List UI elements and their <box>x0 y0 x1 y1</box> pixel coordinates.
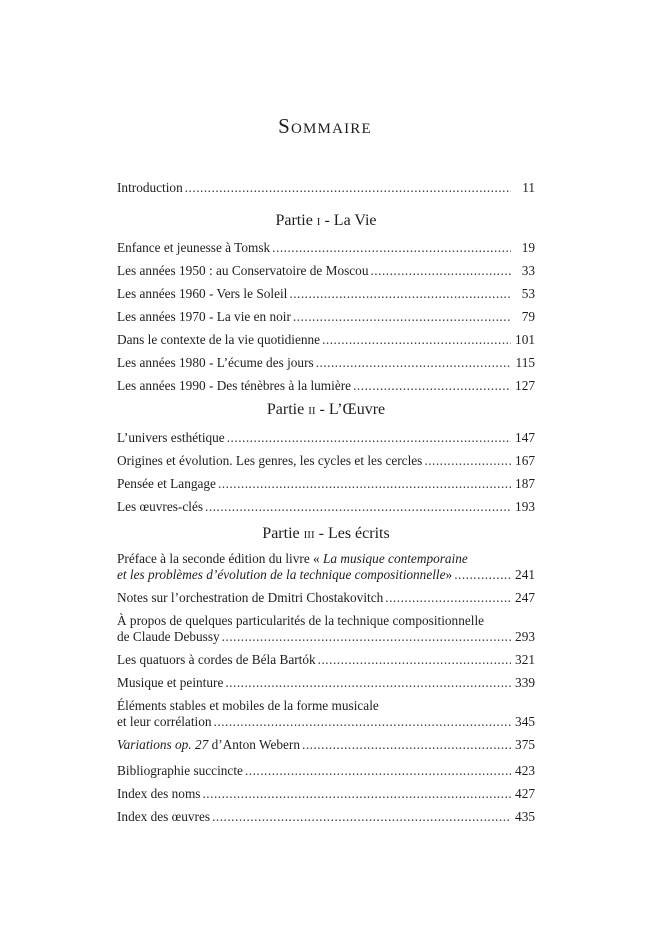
dot-leader <box>185 180 511 196</box>
entry-label-italic: Variations op. 27 <box>117 737 209 752</box>
dot-leader <box>205 499 511 515</box>
entry-label: Notes sur l’orchestration de Dmitri Chostakovitch <box>117 590 384 605</box>
entry-label: Introduction <box>117 180 183 195</box>
entry-page: 147 <box>515 430 535 445</box>
toc-entry <box>117 263 535 279</box>
dot-leader <box>212 809 511 825</box>
part-title: - La Vie <box>324 212 377 229</box>
entry-label: Musique et peinture <box>117 675 224 690</box>
toc-entry <box>117 809 535 825</box>
toc-entry <box>117 590 535 606</box>
entry-page: 33 <box>521 263 535 278</box>
entry-page: 247 <box>515 590 535 605</box>
entry-label: Pensée et Langage <box>117 476 216 491</box>
entry-label: Index des noms <box>117 786 201 801</box>
toc-entry <box>117 476 535 492</box>
dot-leader <box>370 263 511 279</box>
dot-leader <box>227 430 511 446</box>
toc-entry <box>117 629 535 645</box>
entry-page: 115 <box>515 355 535 370</box>
entry-page: 11 <box>522 180 535 195</box>
dot-leader <box>214 714 511 730</box>
toc-entry-multiline <box>117 698 535 730</box>
toc-intro <box>117 180 535 196</box>
entry-page: 79 <box>521 309 535 324</box>
entry-page: 293 <box>515 629 535 644</box>
entry-page: 167 <box>515 453 535 468</box>
toc-part-1 <box>117 240 535 394</box>
entry-page: 101 <box>515 332 535 347</box>
entry-label-line2: et leur corrélation <box>117 714 212 729</box>
entry-label-italic: La musique contemporaine <box>323 551 468 566</box>
toc-entry <box>117 652 535 668</box>
toc-part-3 <box>117 551 535 753</box>
entry-label: Les années 1980 - L’écume des jours <box>117 355 314 370</box>
toc-part-2 <box>117 430 535 515</box>
entry-label: Les années 1950 : au Conservatoire de Moscou <box>117 263 369 278</box>
entry-page: 423 <box>515 763 535 778</box>
entry-page: 19 <box>521 240 535 255</box>
toc-entry <box>117 240 535 256</box>
part-title: - L’Œuvre <box>319 401 386 418</box>
dot-leader <box>302 737 511 753</box>
entry-page: 375 <box>515 737 535 752</box>
dot-leader <box>316 355 511 371</box>
entry-label-part: Préface à la seconde édition du livre « <box>117 551 324 566</box>
entry-label <box>117 737 300 753</box>
part-heading <box>117 212 535 230</box>
entry-page: 193 <box>515 499 535 514</box>
entry-label-italic: et les problèmes d’évolution de la technique compositionnelle <box>117 567 446 582</box>
entry-label-part: » <box>445 567 453 582</box>
entry-label: Les quatuors à cordes de Béla Bartók <box>117 652 316 667</box>
entry-label-part: d’Anton Webern <box>208 737 300 752</box>
toc-entry <box>117 286 535 302</box>
toc-entry <box>117 355 535 371</box>
entry-label: Origines et évolution. Les genres, les cycles et les cercles <box>117 453 423 468</box>
toc-entry-multiline <box>117 613 535 645</box>
dot-leader <box>289 286 511 302</box>
dot-leader <box>272 240 511 256</box>
dot-leader <box>424 453 511 469</box>
toc-entry <box>117 332 535 348</box>
dot-leader <box>218 476 511 492</box>
toc-entry <box>117 714 535 730</box>
dot-leader <box>385 590 511 606</box>
entry-label: Index des œuvres <box>117 809 211 824</box>
entry-page: 127 <box>515 378 535 393</box>
entry-page: 339 <box>515 675 535 690</box>
entry-page: 435 <box>515 809 535 824</box>
dot-leader <box>353 378 511 394</box>
part-heading <box>117 525 535 543</box>
part-numeral: iii <box>303 525 315 542</box>
entry-label-line1: À propos de quelques particularités de la technique compositionnelle <box>117 613 485 628</box>
entry-page: 241 <box>515 567 535 582</box>
part-numeral: ii <box>308 401 316 418</box>
entry-page: 321 <box>515 652 535 667</box>
entry-label: Les années 1960 - Vers le Soleil <box>117 286 288 301</box>
toc-entry <box>117 567 535 583</box>
toc-entry <box>117 309 535 325</box>
entry-label: L’univers esthétique <box>117 430 225 445</box>
entry-label-line1 <box>117 551 535 567</box>
dot-leader <box>293 309 511 325</box>
entry-page: 345 <box>515 714 535 729</box>
toc-back-matter <box>117 763 535 825</box>
dot-leader <box>225 675 511 691</box>
entry-label: Enfance et jeunesse à Tomsk <box>117 240 271 255</box>
part-prefix: Partie <box>262 525 300 542</box>
part-prefix: Partie <box>266 401 305 418</box>
entry-page: 427 <box>515 786 535 801</box>
toc-entry <box>117 378 535 394</box>
entry-label: Les années 1990 - Des ténèbres à la lumière <box>117 378 352 393</box>
toc-entry <box>117 763 535 779</box>
toc-entry <box>117 180 535 196</box>
entry-label-line2 <box>117 567 452 583</box>
dot-leader <box>202 786 511 802</box>
toc-entry <box>117 786 535 802</box>
part-prefix: Partie <box>275 212 313 229</box>
part-heading <box>117 401 535 419</box>
dot-leader <box>222 629 511 645</box>
toc-entry <box>117 675 535 691</box>
page-title: Sommaire <box>278 114 372 138</box>
part-title: - Les écrits <box>318 525 390 542</box>
toc-entry-multiline <box>117 551 535 583</box>
dot-leader <box>318 652 511 668</box>
entry-label-line2: de Claude Debussy <box>117 629 220 644</box>
entry-label: Les années 1970 - La vie en noir <box>117 309 291 324</box>
toc-entry <box>117 430 535 446</box>
entry-label: Bibliographie succincte <box>117 763 243 778</box>
part-numeral: i <box>316 212 321 229</box>
entry-page: 187 <box>515 476 535 491</box>
toc-entry <box>117 737 535 753</box>
entry-page: 53 <box>521 286 535 301</box>
dot-leader <box>322 332 511 348</box>
entry-label: Dans le contexte de la vie quotidienne <box>117 332 321 347</box>
entry-label: Les œuvres-clés <box>117 499 204 514</box>
toc-entry <box>117 453 535 469</box>
dot-leader <box>245 763 511 779</box>
toc-entry <box>117 499 535 515</box>
dot-leader <box>454 567 511 583</box>
entry-label-line1: Éléments stables et mobiles de la forme musicale <box>117 698 379 713</box>
